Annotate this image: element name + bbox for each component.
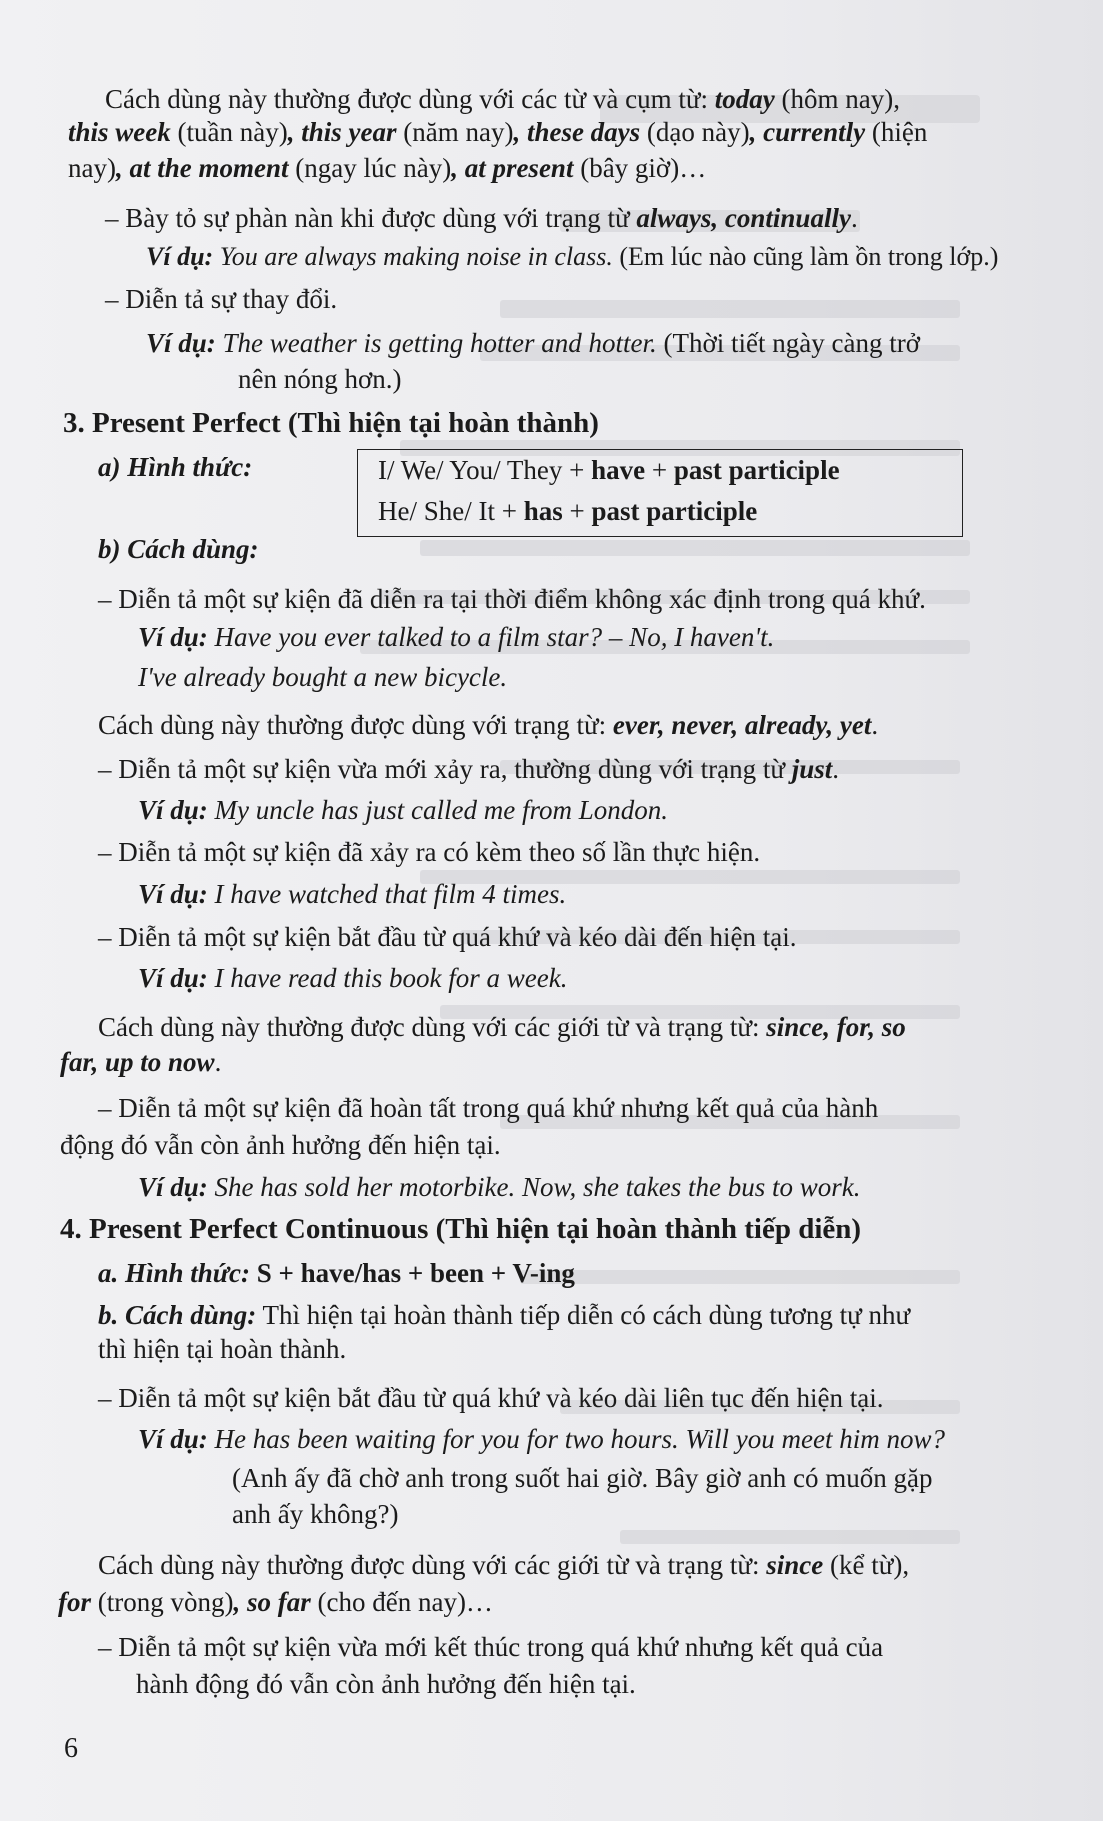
usage-note-line: this week (tuần này), this year (năm nay), these days (dạo này), currently (hiện [68, 117, 928, 147]
example-line: Ví dụ: You are always making noise in class. (Em lúc nào cũng làm ồn trong lớp.) [146, 242, 999, 271]
page-number: 6 [64, 1733, 78, 1764]
example-translation: anh ấy không?) [232, 1499, 399, 1529]
usage-5: – Diễn tả một sự kiện đã hoàn tất trong quá khứ nhưng kết quả của hành [98, 1093, 879, 1123]
usage-note-line: Cách dùng này thường được dùng với các từ và cụm từ: today (hôm nay), [105, 84, 900, 114]
example-line: nên nóng hơn.) [238, 364, 402, 394]
formula-line-plural: I/ We/ You/ They + have + past participle [378, 455, 840, 485]
example-line: Ví dụ: The weather is getting hotter and hotter. (Thời tiết ngày càng trở [146, 328, 920, 358]
example-line: Ví dụ: I have watched that film 4 times. [138, 879, 567, 909]
section-4-heading: 4. Present Perfect Continuous (Thì hiện tại hoàn thành tiếp diễn) [60, 1213, 862, 1245]
usage-note: Cách dùng này thường được dùng với các giới từ và trạng từ: since, for, so [98, 1012, 906, 1042]
usage-1: – Diễn tả một sự kiện đã diễn ra tại thời điểm không xác định trong quá khứ. [98, 584, 926, 614]
example-line: Ví dụ: Have you ever talked to a film star? – No, I haven't. [138, 622, 775, 652]
usage-5: động đó vẫn còn ảnh hưởng đến hiện tại. [60, 1130, 501, 1160]
usage-note: for (trong vòng), so far (cho đến nay)… [58, 1587, 493, 1617]
usage-line: thì hiện tại hoàn thành. [98, 1334, 347, 1364]
formula-box [357, 449, 963, 537]
formula-line-singular: He/ She/ It + has + past participle [378, 496, 758, 526]
example-line: I've already bought a new bicycle. [138, 662, 508, 692]
section-3-heading: 3. Present Perfect (Thì hiện tại hoàn thành) [63, 407, 599, 439]
usage-4: – Diễn tả một sự kiện bắt đầu từ quá khứ và kéo dài đến hiện tại. [98, 922, 797, 952]
bullet-change: – Diễn tả sự thay đổi. [105, 284, 338, 314]
usage-note: Cách dùng này thường được dùng với các giới từ và trạng từ: since (kể từ), [98, 1550, 910, 1580]
usage-2: – Diễn tả một sự kiện vừa mới xảy ra, thường dùng với trạng từ just. [98, 754, 840, 784]
example-line: Ví dụ: She has sold her motorbike. Now, she takes the bus to work. [138, 1172, 861, 1202]
usage-3: – Diễn tả một sự kiện đã xảy ra có kèm theo số lần thực hiện. [98, 837, 761, 867]
usage-note: Cách dùng này thường được dùng với trạng từ: ever, never, already, yet. [98, 710, 879, 740]
example-translation: (Anh ấy đã chờ anh trong suốt hai giờ. Bây giờ anh có muốn gặp [232, 1463, 933, 1493]
example-line: Ví dụ: He has been waiting for you for two hours. Will you meet him now? [138, 1424, 945, 1454]
form-label: a) Hình thức: [98, 452, 253, 482]
usage-note-line: nay), at the moment (ngay lúc này), at present (bây giờ)… [68, 153, 707, 183]
usage-label: b) Cách dùng: [98, 534, 259, 564]
example-line: Ví dụ: My uncle has just called me from London. [138, 795, 668, 825]
usage-label: b. Cách dùng: Thì hiện tại hoàn thành tiếp diễn có cách dùng tương tự như [98, 1300, 911, 1330]
usage-2: – Diễn tả một sự kiện vừa mới kết thúc trong quá khứ nhưng kết quả của [98, 1632, 884, 1662]
example-line: Ví dụ: I have read this book for a week. [138, 963, 568, 993]
form-line: a. Hình thức: S + have/has + been + V-ing [98, 1258, 575, 1288]
bullet-complaint: – Bày tỏ sự phàn nàn khi được dùng với trạng từ always, continually. [105, 203, 858, 233]
usage-note: far, up to now. [60, 1047, 222, 1077]
usage-1: – Diễn tả một sự kiện bắt đầu từ quá khứ và kéo dài liên tục đến hiện tại. [98, 1383, 884, 1413]
usage-2: hành động đó vẫn còn ảnh hưởng đến hiện tại. [136, 1669, 636, 1699]
